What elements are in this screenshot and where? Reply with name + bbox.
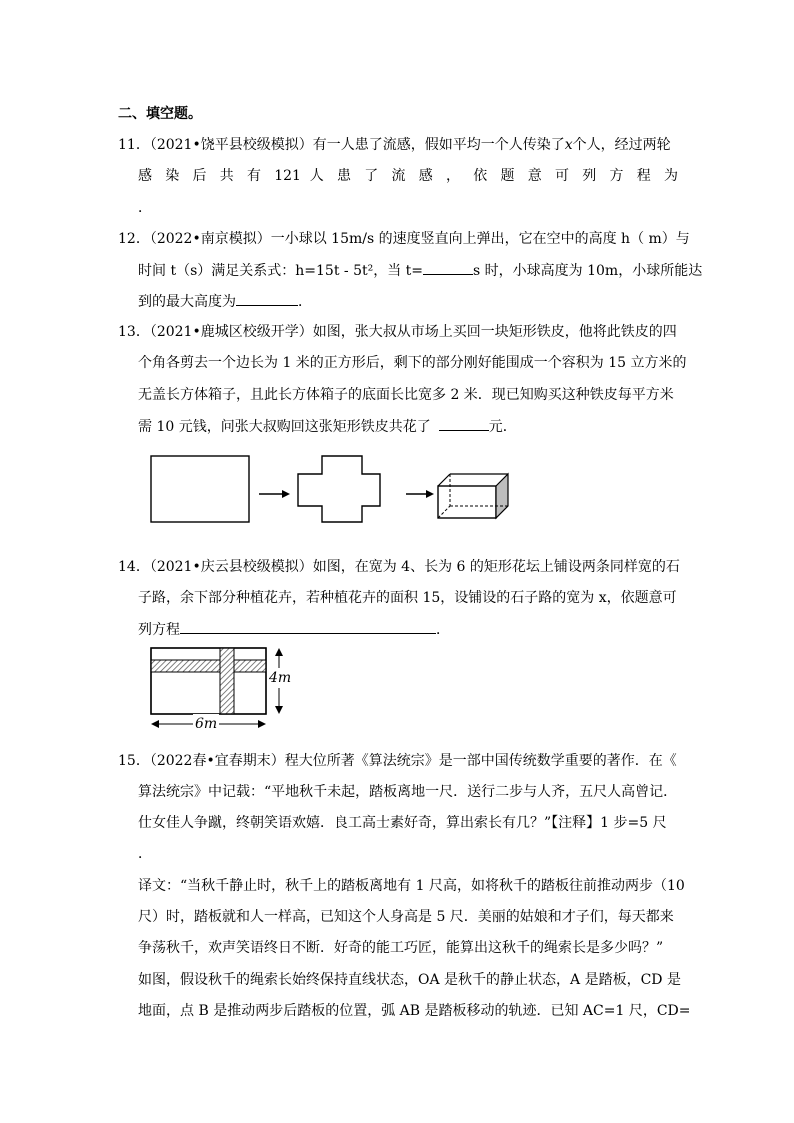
height-label: 4m — [269, 670, 292, 686]
q15-line-2: 算法统宗》中记载：“平地秋千未起，踏板离地一尺．送行二步与人齐，五尺人高曾记． — [138, 784, 678, 800]
horizontal-stone-path — [151, 660, 266, 672]
q15-line-6: 尺）时，踏板就和人一样高，已知这个人身高是 5 尺．美丽的姑娘和才子们，每天都来 — [138, 909, 674, 925]
q14-line-1: 14．（2021•庆云县校级模拟）如图，在宽为 4、长为 6 的矩形花坛上铺设两条同样宽的石 — [118, 559, 680, 575]
q15-line-9: 地面，点 B 是推动两步后踏板的位置，弧 AB 是踏板移动的轨迹．已知 AC=1 尺，CD= — [138, 1003, 691, 1019]
vertical-stone-path — [220, 648, 234, 714]
q15-line-5: 译文：“当秋千静止时，秋千上的踏板离地有 1 尺高，如将秋千的踏板往前推动两步（10 — [138, 878, 685, 894]
answer-blank[interactable] — [236, 291, 298, 306]
arrow-icon — [259, 490, 290, 498]
q11-line-3: ． — [138, 200, 152, 216]
q12-line-3: 到的最大高度为 ． — [138, 291, 312, 312]
q13-line-1: 13．（2021•鹿城区校级开学）如图，张大叔从市场上买回一块矩形铁皮，他将此铁皮的四 — [118, 324, 677, 340]
q13-line-2: 个角各剪去一个边长为 1 米的正方形后，剩下的部分刚好能围成一个容积为 15 立方米的 — [138, 355, 687, 371]
q15-source: （2022春•宜春期末） — [149, 753, 285, 769]
q15-number: 15． — [118, 753, 150, 769]
q12-line-1: 12．（2022•南京模拟）一小球以 15m/s 的速度竖直向上弹出，它在空中的高度 h（ m）与 — [118, 231, 690, 247]
q14-line-3: 列方程 ． — [138, 619, 450, 640]
q13-line-4: 需 10 元钱，问张大叔购回这张矩形铁皮共花了 元． — [138, 416, 517, 437]
q12-number: 12． — [118, 231, 150, 247]
q13-line-3: 无盖长方体箱子，且此长方体箱子的底面长比宽多 2 米．现已知购买这种铁皮每平方米 — [138, 387, 674, 403]
flower-bed-rectangle — [151, 648, 266, 714]
q15-line-3: 仕女佳人争蹴，终朝笑语欢嬉．良工高士素好奇，算出索长有几？”【注释】1 步=5 尺 — [138, 815, 667, 831]
q11-number: 11． — [118, 137, 150, 153]
q14-number: 14． — [118, 559, 150, 575]
q11-line-1: 11．（2021•饶平县校级模拟）有一人患了流感，假如平均一个人传染了x个人，经过两轮 — [118, 137, 671, 153]
q13-number: 13． — [118, 324, 150, 340]
q12-line-2: 时间 t（s）满足关系式：h=15t - 5t²，当 t= s 时，小球高度为 10m，小球所能达 — [138, 260, 702, 281]
section-heading: 二、填空题。 — [118, 106, 202, 122]
q15-line-8: 如图，假设秋千的绳索长始终保持直线状态，OA 是秋千的静止状态，A 是踏板，CD 是 — [138, 972, 681, 988]
q15-line-4: ． — [138, 846, 152, 862]
q11-source: （2021•饶平县校级模拟） — [149, 137, 313, 153]
answer-blank[interactable] — [180, 619, 436, 634]
answer-blank[interactable] — [439, 416, 489, 431]
var-x: x — [564, 137, 573, 153]
q14-line-2: 子路，余下部分种植花卉，若种植花卉的面积 15，设铺设的石子路的宽为 x，依题意可 — [138, 590, 677, 606]
iron-sheet-rectangle — [151, 456, 249, 522]
q15-line-1: 15．（2022春•宜春期末）程大位所著《算法统宗》是一部中国传统数学重要的著作．在《 — [118, 753, 677, 769]
q13-source: （2021•鹿城区校级开学） — [149, 324, 313, 340]
q11-line-2: 感 染 后 共 有 121 人 患 了 流 感 ， 依 题 意 可 列 方 程 为 — [138, 168, 678, 184]
answer-blank[interactable] — [423, 260, 473, 275]
width-label: 6m — [195, 716, 218, 732]
q12-source: （2022•南京模拟） — [149, 231, 271, 247]
arrow-icon — [406, 490, 434, 498]
open-box-figure — [438, 474, 508, 518]
q15-line-7: 争荡秋千，欢声笑语终日不断．好奇的能工巧匠，能算出这秋千的绳索长是多少吗？” — [138, 940, 664, 956]
q14-source: （2021•庆云县校级模拟） — [149, 559, 313, 575]
cross-shape — [298, 456, 380, 522]
